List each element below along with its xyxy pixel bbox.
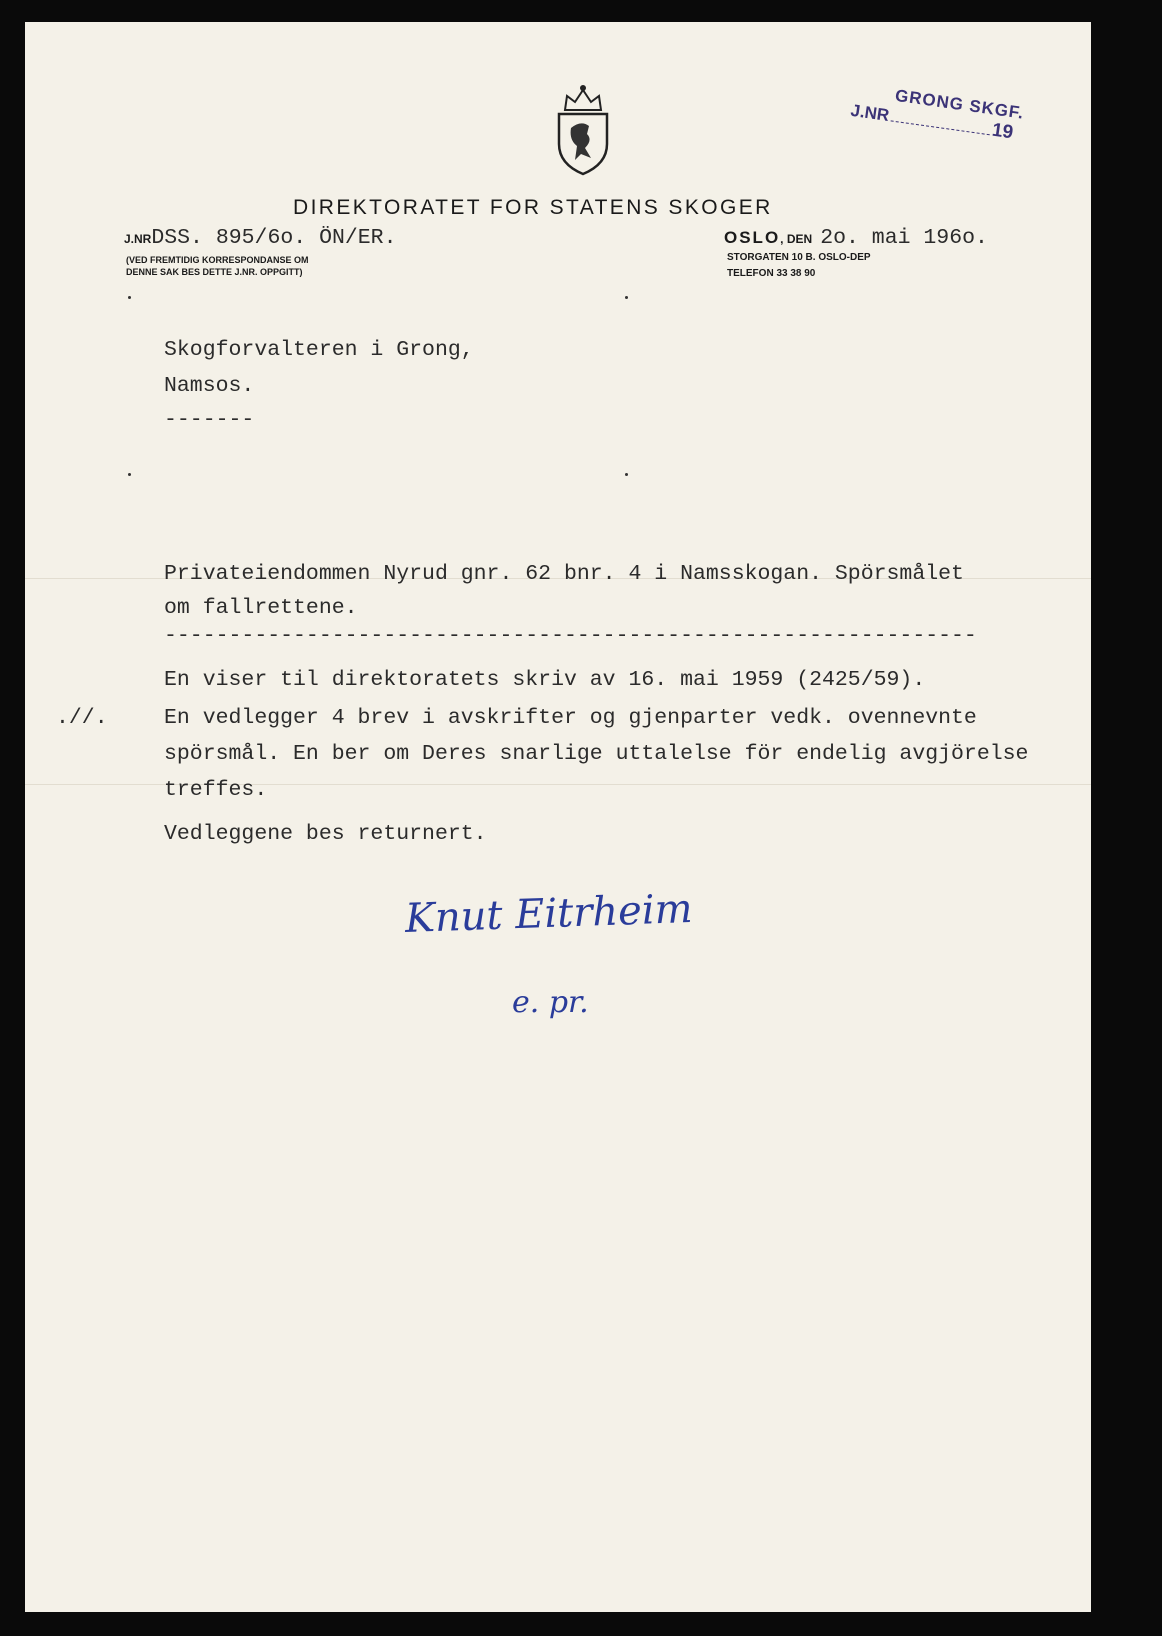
stamp-office: GRONG SKGF.	[893, 85, 1026, 123]
signature-name: Knut Eitrheim	[404, 885, 694, 943]
paragraph-2-line-2: spörsmål. En ber om Deres snarlige uttalelse för endelig avgjörelse	[164, 742, 1029, 766]
city: OSLO	[724, 228, 781, 247]
address: STORGATEN 10 B. OSLO-DEP	[727, 252, 871, 263]
stamp-jnr-label: J.NR	[849, 100, 891, 126]
recipient-underline: -------	[164, 408, 255, 432]
jnr-note-2: DENNE SAK BES DETTE J.NR. OPPGITT)	[126, 267, 303, 277]
jnr-note-1: (VED FREMTIDIG KORRESPONDANSE OM	[126, 255, 309, 265]
phone: TELEFON 33 38 90	[727, 268, 816, 279]
journal-number	[124, 226, 396, 251]
subject-underline: ---------------------------------------------------------------	[164, 624, 977, 648]
recipient-name: Skogforvalteren i Grong,	[164, 338, 474, 362]
organization-name: DIREKTORATET FOR STATENS SKOGER	[293, 196, 773, 219]
paragraph-2-line-3: treffes.	[164, 778, 268, 802]
paragraph-1: En viser til direktoratets skriv av 16. mai 1959 (2425/59).	[164, 668, 926, 692]
jnr-label: J.NR	[124, 232, 152, 246]
paragraph-2-line-1: En vedlegger 4 brev i avskrifter og gjenparter vedk. ovennevnte	[164, 706, 977, 730]
signature-initials: e. pr.	[512, 985, 589, 1020]
den-label: , DEN	[780, 232, 813, 246]
letter-date: 2o. mai 196o.	[820, 226, 988, 250]
place-date	[724, 226, 988, 251]
paragraph-3: Vedleggene bes returnert.	[164, 822, 487, 846]
coat-of-arms-icon	[553, 82, 613, 178]
jnr-value: DSS. 895/6o. ÖN/ER.	[151, 226, 397, 250]
enclosure-mark: .//.	[56, 706, 108, 730]
stamp-year: 19	[990, 119, 1015, 144]
recipient-place: Namsos.	[164, 374, 255, 398]
subject-line-1: Privateiendommen Nyrud gnr. 62 bnr. 4 i Namsskogan. Spörsmålet	[164, 562, 964, 586]
subject-line-2: om fallrettene.	[164, 596, 358, 620]
